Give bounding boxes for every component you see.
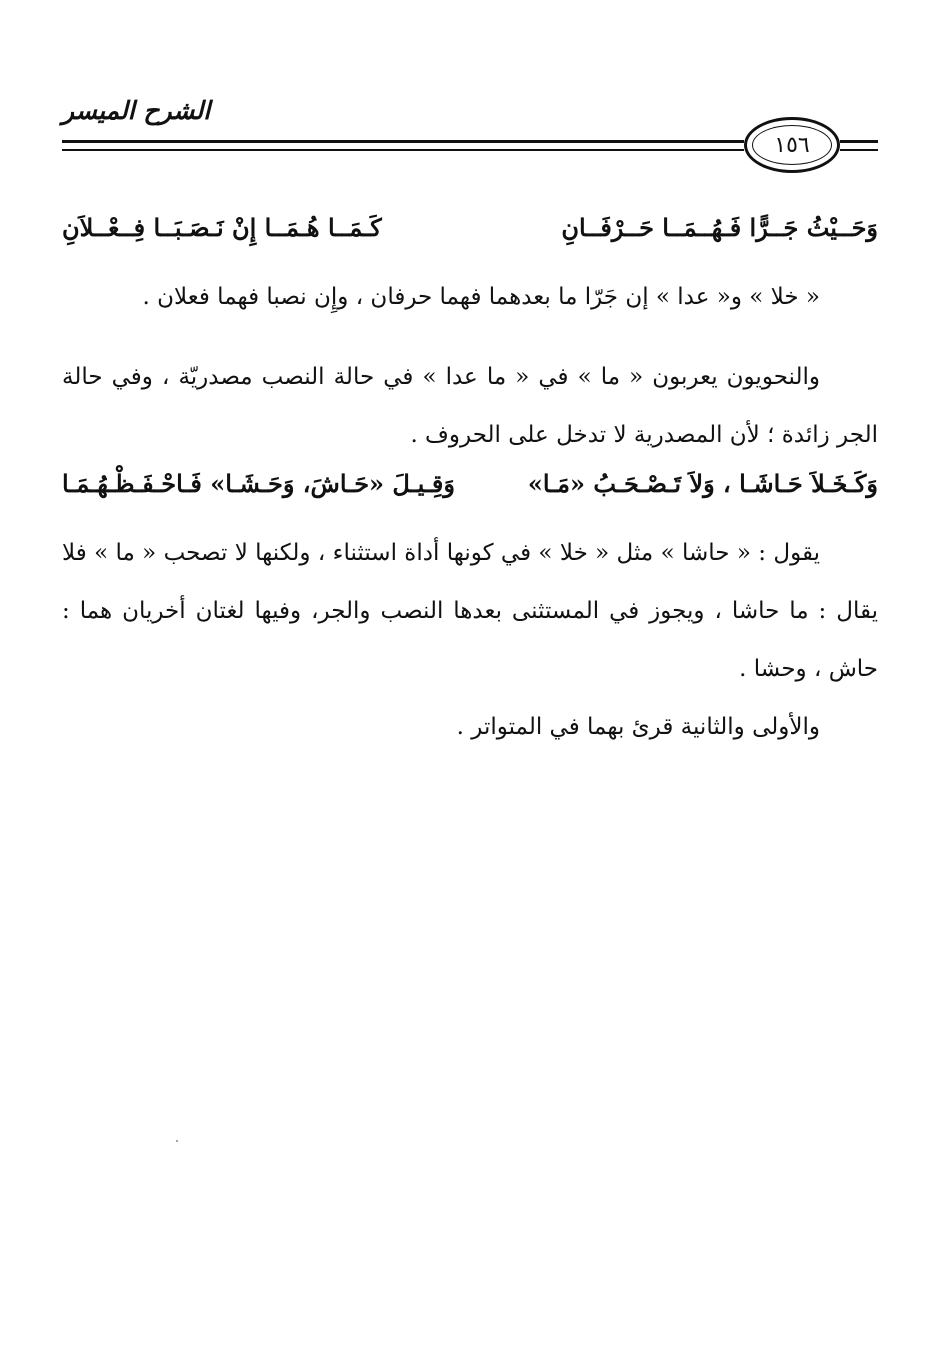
page-number: ١٥٦ (752, 125, 832, 165)
verse-first-half: وَكَـخَـلاَ حَـاشَـا ، وَلاَ تَـصْـحَـبُ «مَـا» (527, 469, 878, 498)
scan-speck (176, 1140, 178, 1142)
header-rule-thick (62, 140, 744, 143)
book-title: الشرح الميسر (62, 96, 211, 125)
page-body (62, 200, 878, 756)
verse-second-half: وَقِـيـلَ «حَـاشَ، وَحَـشَـا» فَـاحْـفَـظْـهُـمَـا (62, 469, 455, 498)
verse-second-half: كَـمَــا هُـمَــا إِنْ نَـصَـبَــا فِــعْــلاَنِ (62, 213, 382, 242)
commentary-paragraph: والأولى والثانية قرئ بهما في المتواتر . (456, 714, 820, 740)
commentary-paragraph: يقول : « حاشا » مثل « خلا » في كونها أداة استثناء ، ولكنها لا تصحب « ما » فلا يقال : ما حاشا ، ويجوز في المستثنى بعدها النصب والجر، وفيها لغتان أخريان هما : حاش ، وحشا . (62, 540, 878, 682)
header-rule-thin (62, 149, 744, 151)
commentary-paragraph: والنحويون يعربون « ما » في « ما عدا » في حالة النصب مصدريّة ، وفي حالة الجر زائدة ؛ لأن المصدرية لا تدخل على الحروف . (62, 364, 878, 448)
page-number-badge (744, 117, 840, 173)
commentary-paragraph: « خلا » و« عدا » إن جَرّا ما بعدهما فهما حرفان ، وإِن نصبا فهما فعلان . (142, 284, 820, 310)
verse-first-half: وَحَــيْثُ جَــرًّا فَـهُــمَــا حَــرْفَــانِ (561, 213, 878, 242)
header-rule-thick-right (840, 140, 878, 143)
verse-line (62, 208, 878, 248)
verse-line (62, 464, 878, 504)
header-rule-thin-right (840, 149, 878, 151)
